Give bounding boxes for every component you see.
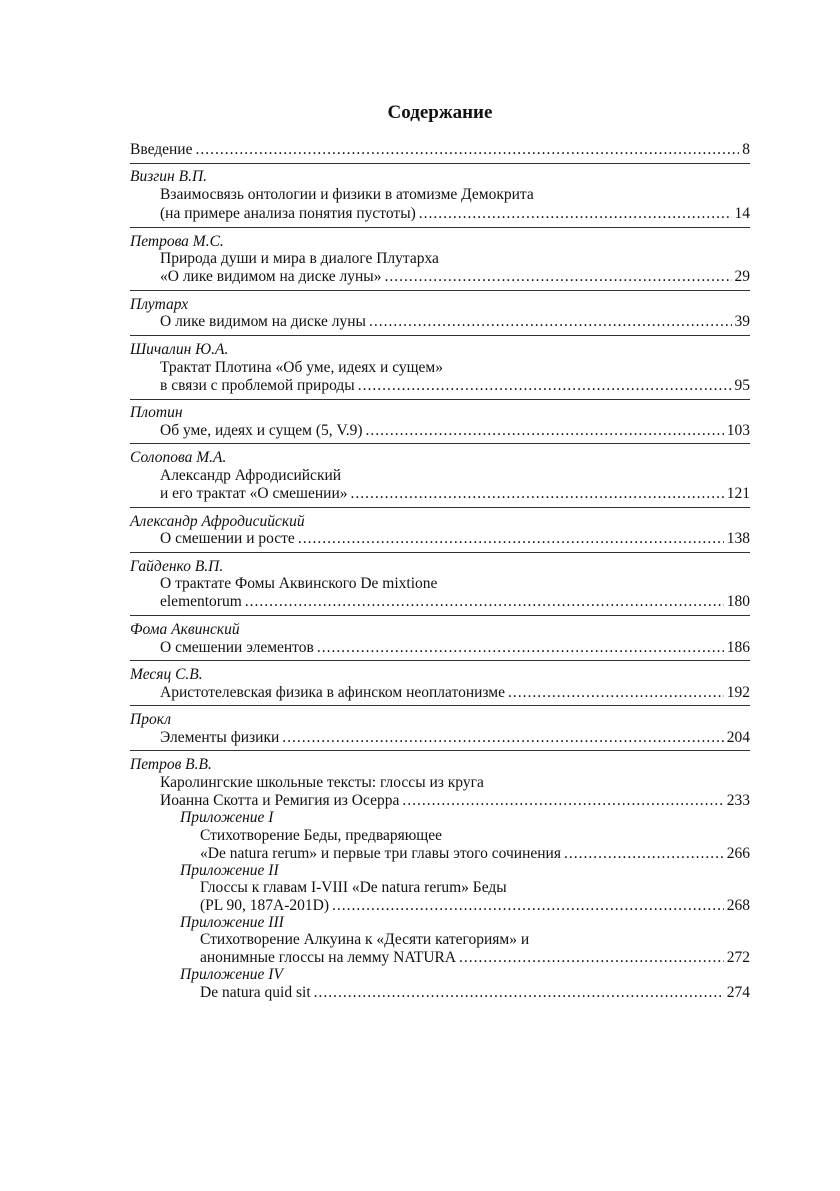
leader-dots: [314, 984, 724, 1002]
page-number: 272: [726, 949, 750, 966]
appendix-title-cont: (PL 90, 187A-201D): [200, 897, 330, 914]
leader-dots: [317, 639, 724, 657]
entry-author: Визгин В.П.: [130, 168, 208, 185]
entry-author: Плутарх: [130, 296, 189, 313]
entry-title: О лике видимом на диске луны: [160, 313, 366, 330]
appendix-title-cont: «De natura rerum» и первые три главы этого сочинения: [200, 845, 561, 862]
toc-entry-aquinas[interactable]: [160, 639, 750, 657]
page-number: 14: [734, 205, 750, 222]
entry-title: Александр Афродисийский: [160, 467, 342, 484]
appendix-title: Стихотворение Беды, предваряющее: [200, 827, 442, 844]
appendix-label: Приложение III: [180, 914, 284, 931]
leader-dots: [366, 422, 724, 440]
toc-entry-gaidenko[interactable]: [160, 593, 750, 611]
toc-entry-alexander[interactable]: [160, 530, 750, 548]
divider: [130, 163, 750, 164]
page-number: 233: [726, 792, 750, 809]
leader-dots: [369, 313, 732, 331]
leader-dots: [358, 377, 732, 395]
entry-author: Александр Афродисийский: [130, 513, 305, 530]
divider: [130, 443, 750, 444]
page-number: 204: [726, 729, 750, 746]
entry-title: О смешении и росте: [160, 530, 295, 547]
leader-dots: [419, 205, 732, 223]
leader-dots: [195, 141, 739, 159]
toc-entry-appendix-3[interactable]: [200, 949, 750, 967]
divider: [130, 615, 750, 616]
leader-dots: [564, 845, 724, 863]
page-number: 39: [734, 313, 750, 330]
page-number: 103: [726, 422, 750, 439]
divider: [130, 290, 750, 291]
leader-dots: [384, 268, 731, 286]
entry-title: Об уме, идеях и сущем (5, V.9): [160, 422, 363, 439]
leader-dots: [332, 897, 724, 915]
entry-title: Аристотелевская физика в афинском неоплатонизме: [160, 684, 505, 701]
page-number: 95: [734, 377, 750, 394]
leader-dots: [402, 792, 723, 810]
toc-entry-introduction[interactable]: [130, 141, 750, 159]
divider: [130, 227, 750, 228]
toc-entry-petrov[interactable]: [160, 792, 750, 810]
page-number: 138: [726, 530, 750, 547]
entry-title: О смешении элементов: [160, 639, 314, 656]
appendix-label: Приложение I: [180, 809, 274, 826]
page-number: 180: [726, 593, 750, 610]
toc-entry-solopova[interactable]: [160, 485, 750, 503]
page-number: 8: [742, 141, 750, 158]
entry-title-cont: (на примере анализа понятия пустоты): [160, 205, 416, 222]
leader-dots: [298, 530, 724, 548]
entry-author: Петров В.В.: [130, 756, 212, 773]
divider: [130, 705, 750, 706]
toc-entry-vizgin[interactable]: [160, 205, 750, 223]
entry-author: Месяц С.В.: [130, 666, 203, 683]
divider: [130, 335, 750, 336]
page-number: 121: [726, 485, 750, 502]
leader-dots: [245, 593, 724, 611]
toc-entry-appendix-4[interactable]: [200, 984, 750, 1002]
entry-author: Фома Аквинский: [130, 621, 240, 638]
entry-title: Элементы физики: [160, 729, 280, 746]
entry-title-cont: в связи с проблемой природы: [160, 377, 355, 394]
page-title: Содержание: [387, 102, 493, 123]
entry-title: Трактат Плотина «Об уме, идеях и сущем»: [160, 359, 443, 376]
leader-dots: [508, 684, 724, 702]
toc-entry-appendix-2[interactable]: [200, 897, 750, 915]
toc-entry-plutarch[interactable]: [160, 313, 750, 331]
appendix-label: Приложение II: [180, 862, 279, 879]
entry-title: О трактате Фомы Аквинского De mixtione: [160, 575, 438, 592]
entry-author: Прокл: [130, 711, 172, 728]
page-number: 29: [734, 268, 750, 285]
entry-title-cont: и его трактат «О смешении»: [160, 485, 348, 502]
entry-author: Плотин: [130, 404, 183, 421]
leader-dots: [282, 729, 723, 747]
appendix-title: Стихотворение Алкуина к «Десяти категориям» и: [200, 931, 530, 948]
toc-entry-proclus[interactable]: [160, 729, 750, 747]
entry-title: Природа души и мира в диалоге Плутарха: [160, 250, 439, 267]
entry-author: Солопова М.А.: [130, 449, 227, 466]
leader-dots: [351, 485, 724, 503]
toc-entry-petrova[interactable]: [160, 268, 750, 286]
entry-title-cont: Иоанна Скотта и Ремигия из Осерра: [160, 792, 400, 809]
page-number: 266: [726, 845, 750, 862]
divider: [130, 507, 750, 508]
appendix-title: De natura quid sit: [200, 984, 311, 1001]
entry-title: Введение: [130, 141, 193, 158]
toc-entry-plotinus[interactable]: [160, 422, 750, 440]
page-number: 186: [726, 639, 750, 656]
toc-entry-mesyats[interactable]: [160, 684, 750, 702]
appendix-title: Глоссы к главам I-VIII «De natura rerum» Беды: [200, 879, 507, 896]
leader-dots: [459, 949, 724, 967]
entry-title: Взаимосвязь онтологии и физики в атомизме Демокрита: [160, 186, 534, 203]
entry-title-cont: «О лике видимом на диске луны»: [160, 268, 382, 285]
divider: [130, 552, 750, 553]
appendix-title-cont: анонимные глоссы на лемму NATURA: [200, 949, 457, 966]
page-number: 274: [726, 984, 750, 1001]
page-number: 268: [726, 897, 750, 914]
toc-entry-appendix-1[interactable]: [200, 845, 750, 863]
toc-entry-shichalin[interactable]: [160, 377, 750, 395]
entry-title: Каролингские школьные тексты: глоссы из круга: [160, 774, 484, 791]
entry-author: Гайденко В.П.: [130, 558, 224, 575]
page-number: 192: [726, 684, 750, 701]
divider: [130, 660, 750, 661]
entry-title-cont: elementorum: [160, 593, 242, 610]
appendix-label: Приложение IV: [180, 966, 283, 983]
divider: [130, 750, 750, 751]
entry-author: Петрова М.С.: [130, 233, 224, 250]
entry-author: Шичалин Ю.А.: [130, 341, 229, 358]
divider: [130, 399, 750, 400]
